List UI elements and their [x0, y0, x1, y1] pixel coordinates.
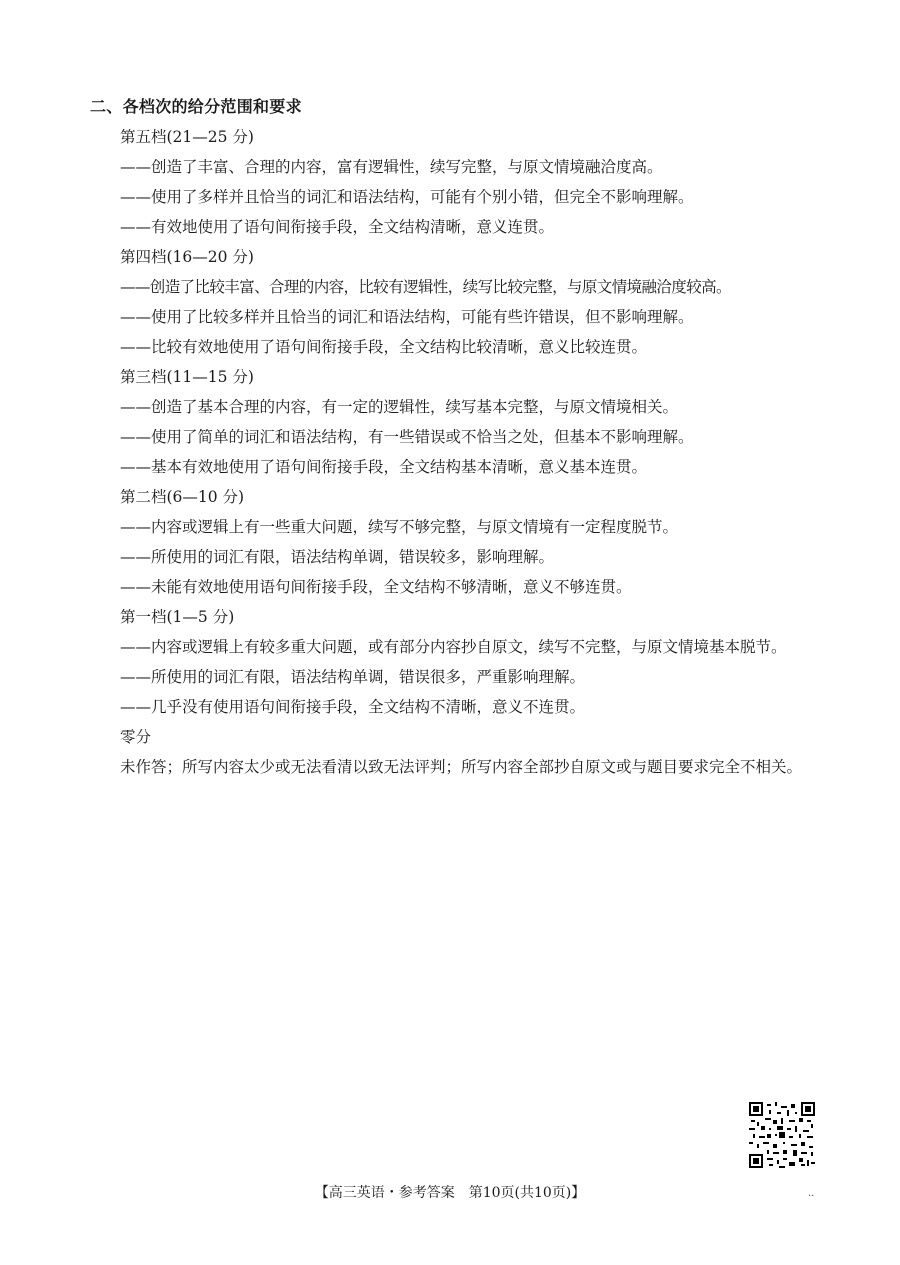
- page-footer: 【高三英语・参考答案 第10页(共10页)】: [314, 1185, 586, 1201]
- criterion: ——使用了比较多样并且恰当的词汇和语法结构，可能有些许错误，但不影响理解。: [120, 308, 694, 326]
- level-5: [90, 122, 825, 242]
- level-heading: 第一档(1—5 分): [120, 608, 235, 626]
- level-heading: 第四档(16—20 分): [120, 248, 254, 266]
- zero-heading: 零分: [120, 728, 152, 746]
- criterion: ——所使用的词汇有限，语法结构单调，错误较多，影响理解。: [120, 548, 555, 566]
- criterion: ——创造了比较丰富、合理的内容，比较有逻辑性，续写比较完整，与原文情境融洽度较高。: [120, 278, 731, 296]
- level-3: [90, 362, 825, 482]
- criterion: ——使用了简单的词汇和语法结构，有一些错误或不恰当之处，但基本不影响理解。: [120, 428, 694, 446]
- zero-text: 未作答；所写内容太少或无法看清以致无法评判；所写内容全部抄自原文或与题目要求完全不相关。: [120, 758, 803, 776]
- criterion: ——创造了基本合理的内容，有一定的逻辑性，续写基本完整，与原文情境相关。: [120, 398, 679, 416]
- scoring-criteria: [90, 92, 825, 782]
- criterion: ——基本有效地使用了语句间衔接手段，全文结构基本清晰，意义基本连贯。: [120, 458, 648, 476]
- criterion: ——未能有效地使用语句间衔接手段，全文结构不够清晰，意义不够连贯。: [120, 578, 632, 596]
- level-4: [90, 242, 825, 362]
- level-heading: 第二档(6—10 分): [120, 488, 245, 506]
- level-2: [90, 482, 825, 602]
- footer-dots: ..: [808, 1188, 815, 1199]
- section-title: 二、各档次的给分范围和要求: [90, 97, 302, 116]
- criterion: ——有效地使用了语句间衔接手段，全文结构清晰，意义连贯。: [120, 218, 555, 236]
- criterion: ——几乎没有使用语句间衔接手段，全文结构不清晰，意义不连贯。: [120, 698, 586, 716]
- criterion: ——内容或逻辑上有较多重大问题，或有部分内容抄自原文，续写不完整，与原文情境基本脱节。: [120, 638, 787, 656]
- criterion: ——比较有效地使用了语句间衔接手段，全文结构比较清晰，意义比较连贯。: [120, 338, 648, 356]
- criterion: ——使用了多样并且恰当的词汇和语法结构，可能有个别小错，但完全不影响理解。: [120, 188, 694, 206]
- level-1: [90, 602, 825, 722]
- criterion: ——内容或逻辑上有一些重大问题，续写不够完整，与原文情境有一定程度脱节。: [120, 518, 679, 536]
- qr-code-icon: [749, 1102, 815, 1168]
- criterion: ——所使用的词汇有限，语法结构单调，错误很多，严重影响理解。: [120, 668, 586, 686]
- zero-score: [90, 722, 825, 782]
- level-heading: 第三档(11—15 分): [120, 368, 254, 386]
- criterion: ——创造了丰富、合理的内容，富有逻辑性，续写完整，与原文情境融洽度高。: [120, 158, 663, 176]
- level-heading: 第五档(21—25 分): [120, 128, 254, 146]
